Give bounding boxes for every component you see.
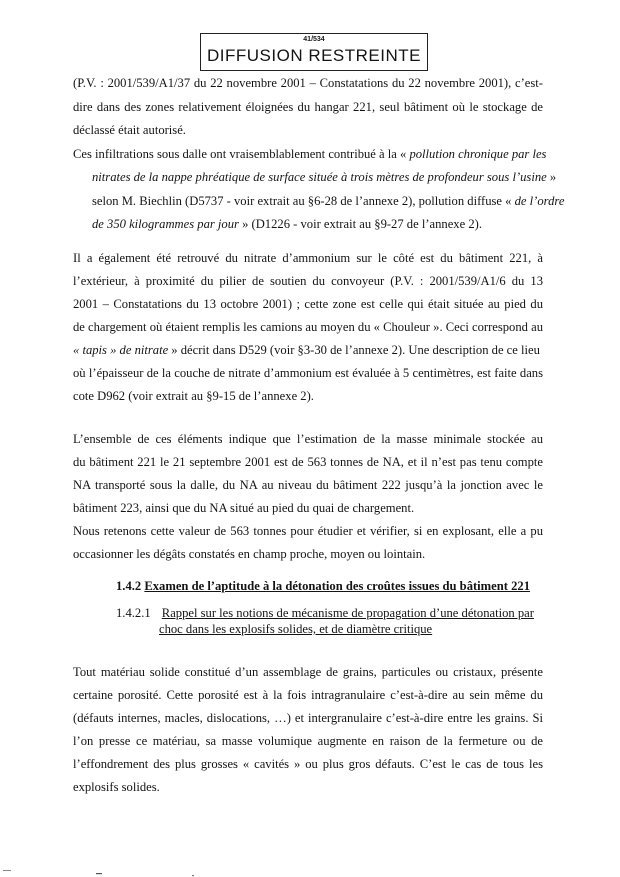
- paragraph-line: (défauts internes, macles, dislocations, …) et intergranulaire c’est-à-dire entre les grains. Si: [73, 711, 543, 725]
- paragraph-line: NA transporté sous la dalle, du NA au niveau du bâtiment 222 jusqu’à la jonction avec le: [73, 478, 543, 492]
- paragraph-line: l’effondrement des plus grosses « cavités » ou plus gros défauts. C’est le cas de tous les: [73, 757, 543, 771]
- scan-specks: [0, 840, 620, 877]
- subsection-heading: [116, 606, 534, 621]
- paragraph-line: du bâtiment 221 le 21 septembre 2001 est de 563 tonnes de NA, et il n’est pas tenu compte: [73, 455, 543, 469]
- paragraph-line: L’ensemble de ces éléments indique que l’estimation de la masse minimale stockée au: [73, 432, 543, 446]
- paragraph-line: [73, 147, 547, 162]
- paragraph-line: l’on presse ce matériau, sa masse volumique augmente en raison de la fermeture ou de: [73, 734, 543, 748]
- page-number: 41/534: [303, 36, 325, 43]
- paragraph-line: [92, 217, 482, 232]
- text-span: »: [546, 170, 557, 184]
- paragraph-line: cote D962 (voir extrait au §9-15 de l’annexe 2).: [73, 389, 314, 403]
- quote-italic: de l’ordre: [514, 194, 565, 208]
- paragraph-line: (P.V. : 2001/539/A1/37 du 22 novembre 2001 – Constatations du 22 novembre 2001), c’est-: [73, 76, 543, 90]
- subsection-title-line1: Rappel sur les notions de mécanisme de propagation d’une détonation par: [161, 606, 534, 620]
- section-title: Examen de l’aptitude à la détonation des croûtes issues du bâtiment 221: [144, 579, 530, 593]
- paragraph-line: de chargement où étaient remplis les camions au moyen du « Chouleur ». Ceci correspond au: [73, 320, 543, 334]
- paragraph-line: [92, 194, 564, 209]
- paragraph-line: Il a également été retrouvé du nitrate d’ammonium sur le côté est du bâtiment 221, à: [73, 251, 543, 265]
- section-heading: [116, 579, 530, 594]
- paragraph-line: bâtiment 223, ainsi que du NA situé au pied du quai de chargement.: [73, 501, 415, 515]
- quote-italic: pollution chronique par les: [409, 147, 547, 161]
- subsection-heading-cont: [159, 622, 432, 637]
- paragraph-line: [92, 170, 556, 185]
- paragraph-line: explosifs solides.: [73, 780, 160, 794]
- text-span: selon M. Biechlin (D5737 - voir extrait au §6-28 de l’annexe 2), pollution diffuse «: [92, 194, 515, 208]
- quote-italic: «: [73, 343, 83, 357]
- paragraph-line: l’extérieur, à proximité du pilier de soutien du convoyeur (P.V. : 2001/539/A1/6 du 13: [73, 274, 543, 288]
- paragraph-line: certaine porosité. Cette porosité est à la fois intragranulaire c’est-à-dire au sein même du: [73, 688, 543, 702]
- paragraph-line: 2001 – Constatations du 13 octobre 2001) ; cette zone est celle qui était située au pied du: [73, 297, 543, 311]
- paragraph-line: [73, 343, 540, 358]
- paragraph-line: Tout matériau solide constitué d’un assemblage de grains, particules ou cristaux, présente: [73, 665, 543, 679]
- text-span: Ces infiltrations sous dalle ont vraisemblablement contribué à la «: [73, 147, 410, 161]
- paragraph-line: occasionner les dégâts constatés en champ proche, moyen ou lointain.: [73, 547, 426, 561]
- text-span: » décrit dans D529 (voir §3-30 de l’annexe 2). Une description de ce lieu: [168, 343, 540, 357]
- paragraph-line: dire dans des zones relativement éloignées du hangar 221, seul bâtiment où le stockage de: [73, 100, 543, 114]
- text-span: » (D1226 - voir extrait au §9-27 de l’annexe 2).: [238, 217, 482, 231]
- quote-italic: tapis » de nitrate: [82, 343, 169, 357]
- distribution-stamp: [200, 33, 428, 71]
- subsection-number: 1.4.2.1: [116, 606, 151, 620]
- stamp-label: DIFFUSION RESTREINTE: [206, 46, 421, 65]
- paragraph-line: où l’épaisseur de la couche de nitrate d’ammonium est évaluée à 5 centimètres, est faite dans: [73, 366, 543, 380]
- quote-italic: de 350 kilogrammes par jour: [92, 217, 239, 231]
- paragraph-line: déclassé était autorisé.: [73, 123, 186, 137]
- quote-italic: nitrates de la nappe phréatique de surface située à trois mètres de profondeur sous l’usine: [92, 170, 547, 184]
- paragraph-line: Nous retenons cette valeur de 563 tonnes pour étudier et vérifier, si en explosant, elle a pu: [73, 524, 543, 538]
- subsection-title-line2: choc dans les explosifs solides, et de diamètre critique: [159, 622, 433, 636]
- section-number: 1.4.2: [116, 579, 142, 593]
